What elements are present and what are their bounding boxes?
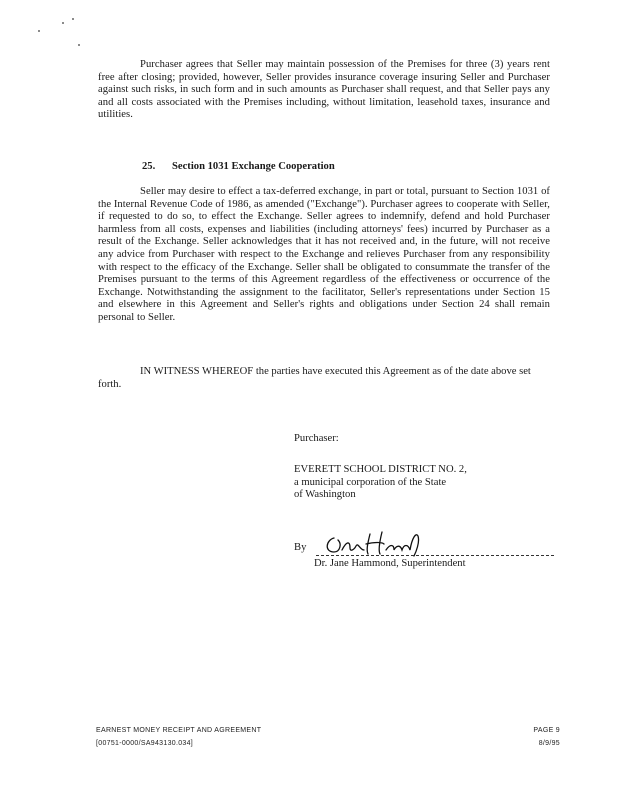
scan-speck bbox=[62, 22, 64, 24]
scan-speck bbox=[78, 44, 80, 46]
signer-name: Dr. Jane Hammond, Superintendent bbox=[314, 558, 466, 569]
footer-document-id: [00751-0000/SA943130.034] bbox=[96, 740, 194, 747]
party-label: Purchaser: bbox=[294, 433, 339, 444]
signature-line bbox=[316, 555, 554, 556]
paragraph-possession bbox=[98, 59, 550, 122]
section-number: 25. bbox=[142, 161, 156, 172]
scan-speck bbox=[38, 30, 40, 32]
section-heading bbox=[142, 161, 335, 172]
by-label: By bbox=[294, 542, 307, 553]
section-title: Section 1031 Exchange Cooperation bbox=[172, 161, 335, 172]
paragraph-exchange bbox=[98, 186, 550, 325]
footer-page-number: PAGE 9 bbox=[533, 727, 560, 734]
witness-paragraph bbox=[98, 366, 550, 391]
signature-row bbox=[294, 532, 556, 556]
handwritten-signature bbox=[320, 528, 440, 558]
entity-state: of Washington bbox=[294, 489, 356, 501]
scan-speck bbox=[72, 18, 74, 20]
witness-text: IN WITNESS WHEREOF the parties have executed this Agreement as of the date above set forth. bbox=[98, 366, 531, 390]
paragraph-2-text: Seller may desire to effect a tax-deferred exchange, in part or total, pursuant to Section 1031 of the Internal Revenue Code of 1986, as amended ("Exchange"). Purchaser agrees to cooperate with Seller, if requested to do so, to effect the Exchange. Seller agrees to indemnify, defend and hold Purchaser harmless from all costs, expenses and liabilities (including attorneys' fees) incurred by Purchaser as a result of the Exchange. Seller acknowledges that it has not received and, in the future, will not receive any advice from Purchaser with respect to the Exchange and relieves Purchaser from any responsibility with respect to the efficacy of the Exchange. Seller shall be obligated to consummate the transfer of the Premises pursuant to the terms of this Agreement regardless of the effectiveness or occurrence of the Exchange. Notwithstanding the assignment to the facilitator, Seller's representations under Section 15 and elsewhere in this Agreement and Seller's rights and obligations under Section 24 shall remain personal to Seller. bbox=[98, 186, 550, 323]
footer-document-title: EARNEST MONEY RECEIPT AND AGREEMENT bbox=[96, 727, 262, 734]
footer-date: 8/9/95 bbox=[538, 740, 560, 747]
entity-description: a municipal corporation of the State bbox=[294, 476, 447, 488]
entity-name: EVERETT SCHOOL DISTRICT NO. 2, bbox=[294, 464, 467, 475]
entity-block bbox=[294, 464, 467, 502]
paragraph-1-text: Purchaser agrees that Seller may maintain possession of the Premises for three (3) years rent free after closing; provided, however, Seller provides insurance coverage insuring Seller and Purchaser against such risks, in such form and in such amounts as Purchaser shall request, and that Seller pays any and all costs associated with the Premises including, without limitation, leasehold taxes, insurance and utilities. bbox=[98, 59, 550, 121]
